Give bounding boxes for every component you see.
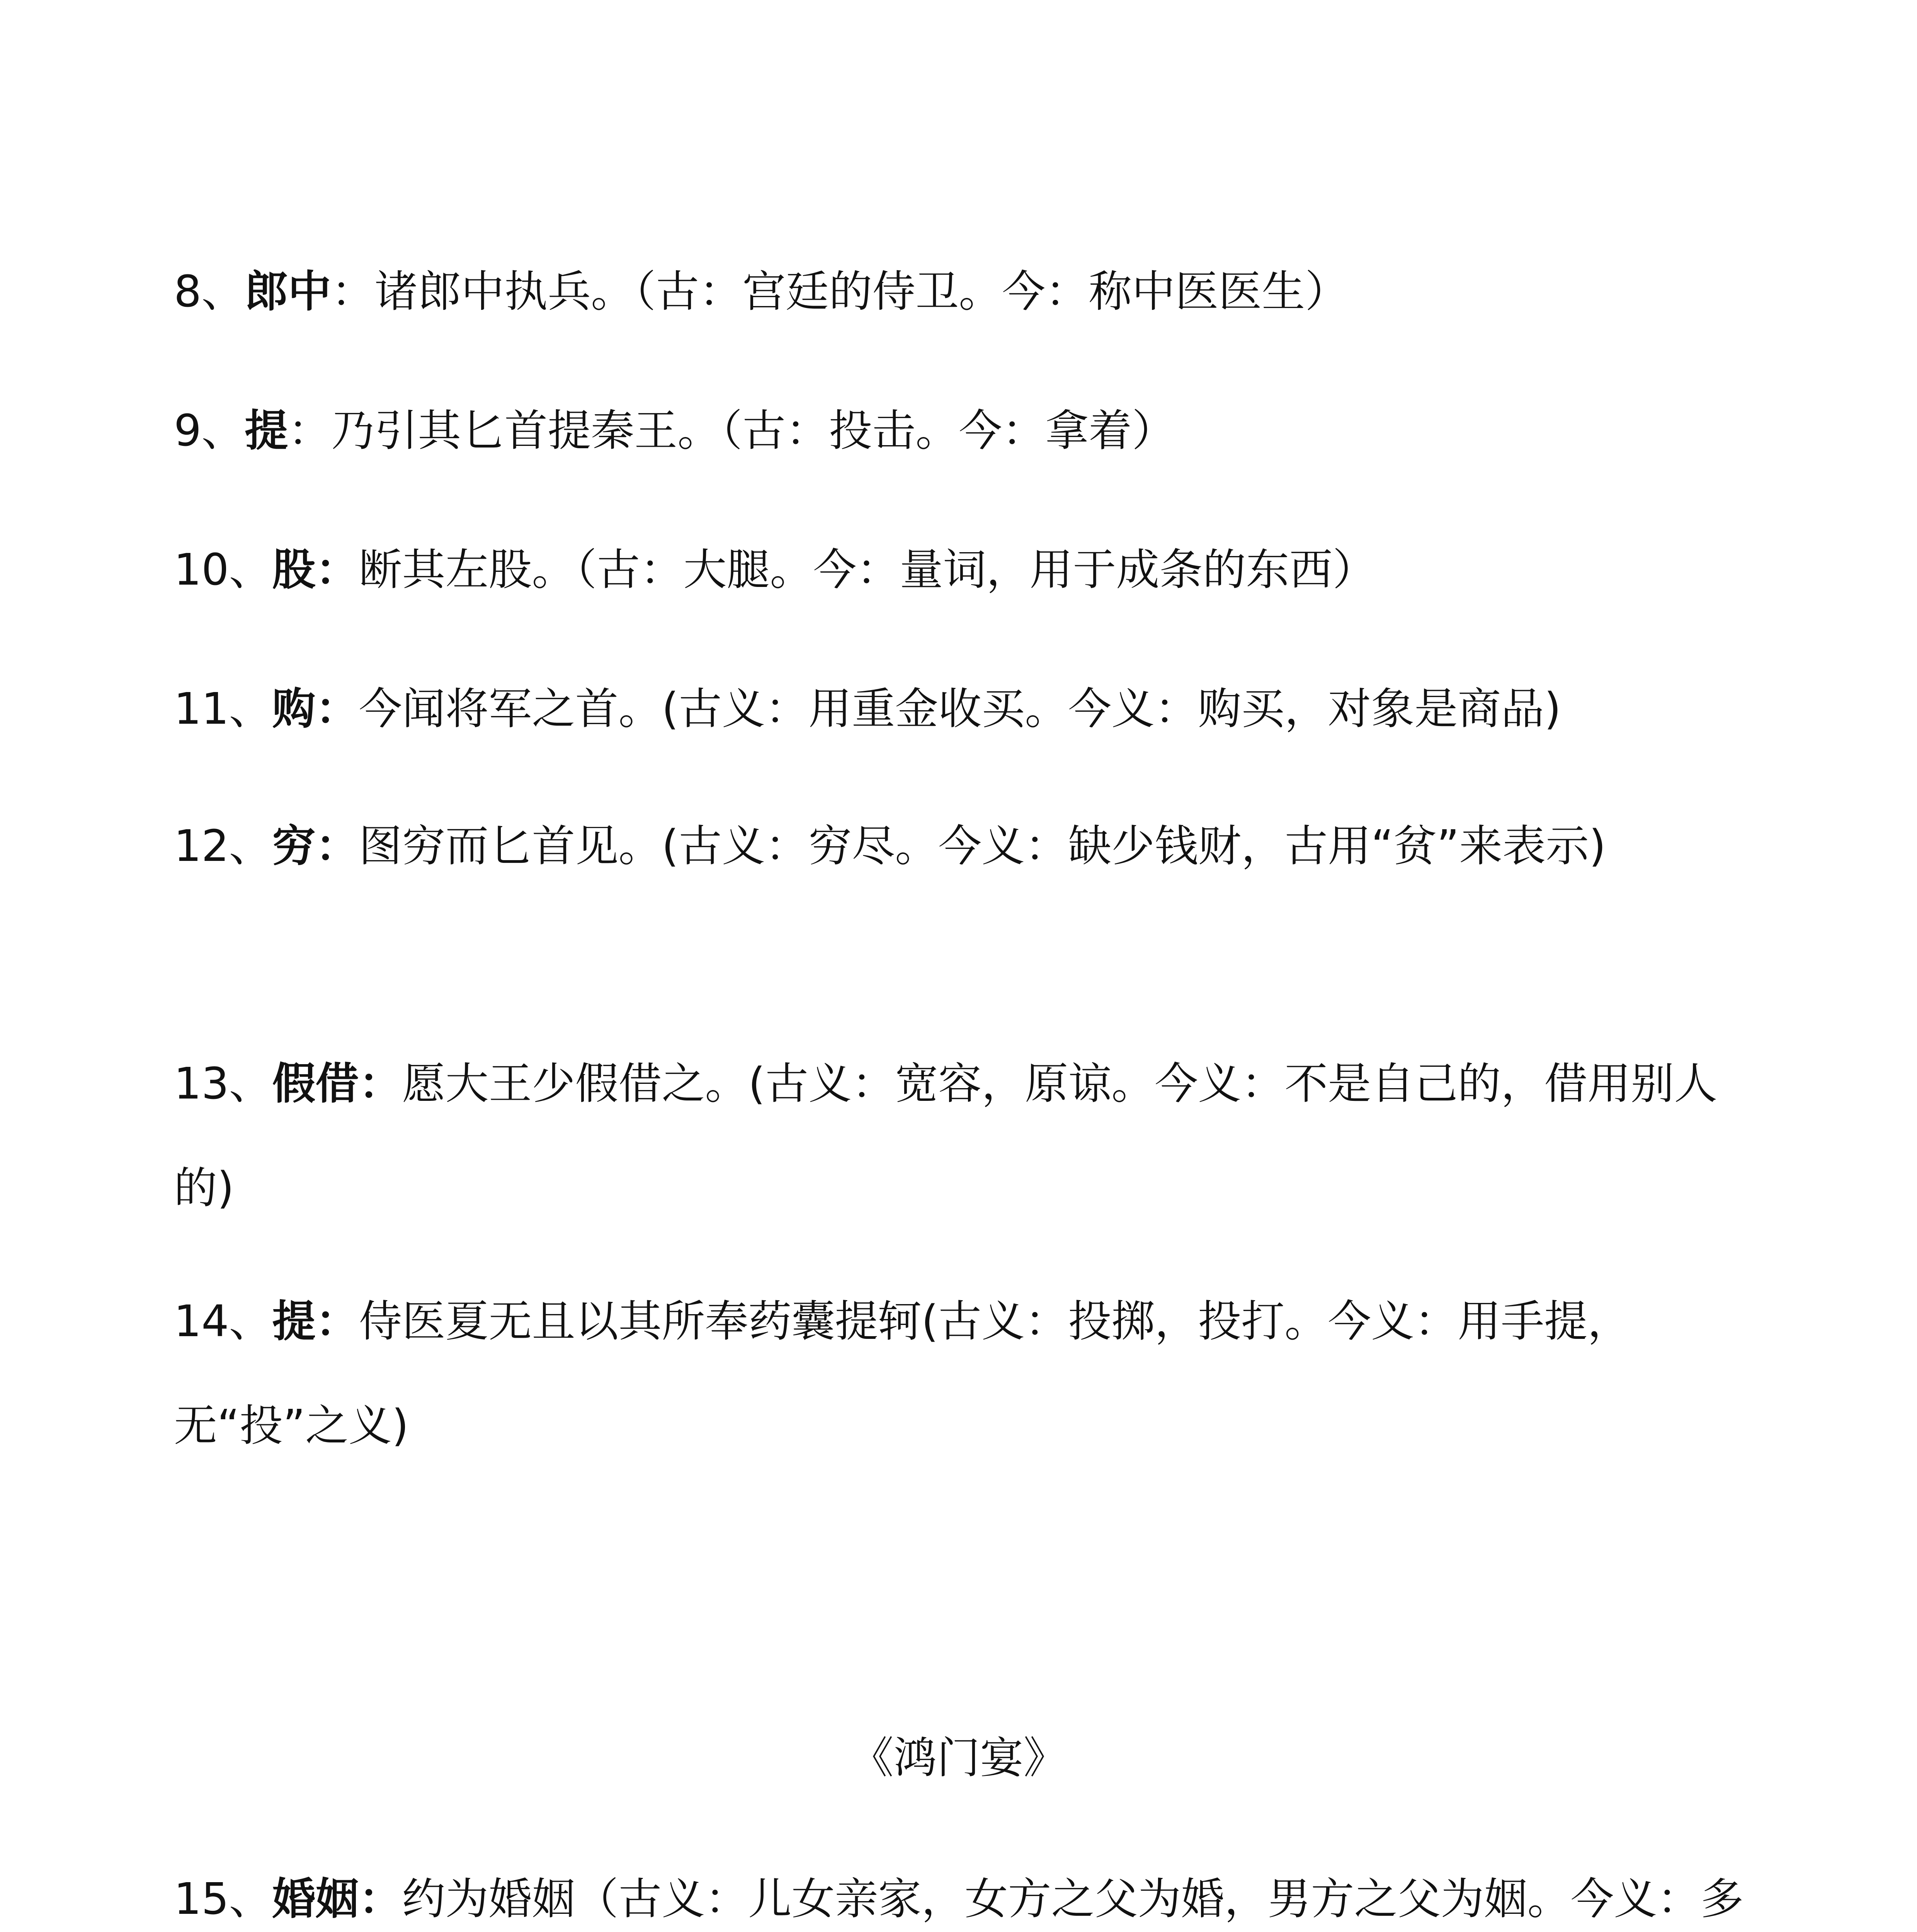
section-title: 《鸿门宴》 xyxy=(850,1733,1067,1783)
entry-number: 13、 xyxy=(174,1059,272,1109)
entry-text: ：乃引其匕首提秦王。（古：投击。今：拿着） xyxy=(288,406,1175,456)
entry-number: 10、 xyxy=(174,545,272,595)
entry-8 xyxy=(174,240,1766,344)
entry-term: 假借： xyxy=(272,1059,402,1109)
entry-15 xyxy=(174,1847,1766,1932)
entry-10 xyxy=(174,518,1766,622)
entry-term: 提 xyxy=(245,406,288,456)
entry-13 xyxy=(174,1032,1766,1240)
entry-14 xyxy=(174,1269,1766,1478)
entry-text: 约为婚姻（古义：儿女亲家，女方之父为婚，男方之父为姻。今义：多 xyxy=(402,1874,1744,1924)
entry-text: 愿大王少假借之。(古义：宽容，原谅。今义：不是自己的，借用别人的) xyxy=(174,1059,1718,1213)
entry-text: 图穷而匕首见。(古义：穷尽。今义：缺少钱财，古用“贫”来表示) xyxy=(359,821,1606,871)
entry-term: 郎中 xyxy=(245,267,332,317)
entry-number: 14、 xyxy=(174,1296,272,1347)
entry-text: ：诸郎中执兵。（古：宫廷的侍卫。今：称中医医生） xyxy=(331,267,1349,317)
entry-number: 15、 xyxy=(174,1874,272,1924)
entry-term: 股： xyxy=(272,545,359,595)
entry-11 xyxy=(174,657,1766,761)
entry-term: 婚姻： xyxy=(272,1874,402,1924)
entry-number: 9、 xyxy=(174,406,245,456)
entry-term: 穷： xyxy=(272,821,359,871)
entry-text: 侍医夏无且以其所奉药囊提轲(古义：投掷，投打。今义：用手提，无“投”之义) xyxy=(174,1296,1631,1451)
entry-9 xyxy=(174,379,1766,483)
entry-12 xyxy=(174,794,1766,898)
entry-number: 11、 xyxy=(174,684,272,734)
entry-term: 购： xyxy=(272,684,359,734)
entry-number: 12、 xyxy=(174,821,272,871)
entry-text: 今闻将军之首。(古义：用重金收买。今义：购买，对象是商品) xyxy=(359,684,1561,734)
entry-text: 断其左股。（古：大腿。今：量词，用于成条的东西） xyxy=(359,545,1376,595)
entry-term: 提： xyxy=(272,1296,359,1347)
entry-number: 8、 xyxy=(174,267,245,317)
